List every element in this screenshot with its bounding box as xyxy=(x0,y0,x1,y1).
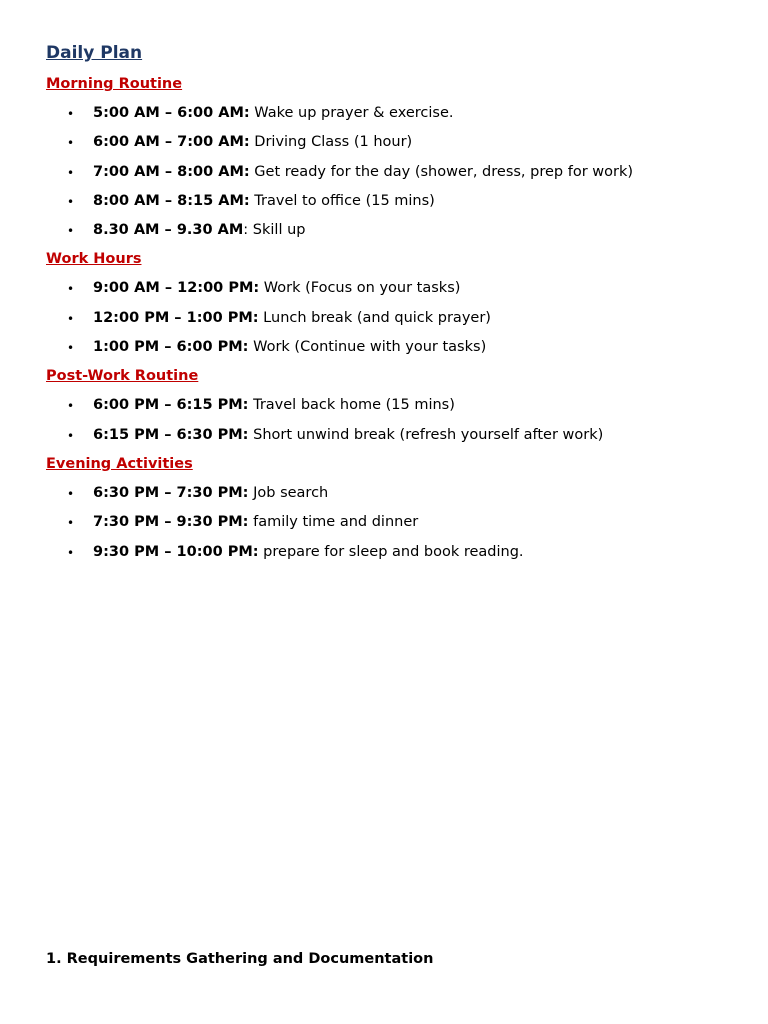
schedule-item xyxy=(46,509,746,538)
section-heading: Morning Routine xyxy=(46,76,183,92)
bullet-icon: • xyxy=(67,194,75,209)
time-range: 9:30 PM – 10:00 PM: xyxy=(93,543,259,560)
section-post-work-routine xyxy=(46,363,746,451)
bullet-icon: • xyxy=(67,399,75,414)
bullet-icon: • xyxy=(67,165,75,180)
schedule-item xyxy=(46,217,746,246)
section-morning-routine xyxy=(46,71,746,246)
schedule-item xyxy=(46,275,746,304)
time-range: 7:00 AM – 8:00 AM: xyxy=(93,163,250,180)
bullet-icon: • xyxy=(67,516,75,531)
schedule-item xyxy=(46,188,746,217)
bullet-icon: • xyxy=(67,428,75,443)
activity-text: Lunch break (and quick prayer) xyxy=(258,309,491,326)
time-range: 1:00 PM – 6:00 PM: xyxy=(93,339,249,356)
time-range: 7:30 PM – 9:30 PM: xyxy=(93,514,249,531)
bullet-icon: • xyxy=(67,282,75,297)
time-range: 6:00 PM – 6:15 PM: xyxy=(93,397,249,414)
schedule-item xyxy=(46,305,746,334)
schedule-item xyxy=(46,159,746,188)
section-work-hours xyxy=(46,246,746,363)
activity-text: Driving Class (1 hour) xyxy=(249,134,413,151)
time-range: 5:00 AM – 6:00 AM: xyxy=(93,105,250,121)
schedule-list xyxy=(46,100,746,246)
activity-text: Get ready for the day (shower, dress, prep for work) xyxy=(249,163,634,180)
activity-text: prepare for sleep and book reading. xyxy=(258,543,524,560)
bullet-icon: • xyxy=(67,224,75,239)
section-heading: Evening Activities xyxy=(46,455,193,472)
section-evening-activities xyxy=(46,451,746,568)
time-range: 8.30 AM – 9.30 AM xyxy=(93,222,244,239)
schedule-item xyxy=(46,539,746,568)
activity-text: Travel back home (15 mins) xyxy=(248,397,455,414)
time-range: 6:00 AM – 7:00 AM: xyxy=(93,134,250,151)
page-title: Daily Plan xyxy=(46,43,143,63)
schedule-item xyxy=(46,480,746,509)
bullet-icon: • xyxy=(67,545,75,560)
bullet-icon: • xyxy=(67,311,75,326)
schedule-list xyxy=(46,275,746,363)
activity-text: Short unwind break (refresh yourself after work) xyxy=(248,426,604,443)
time-range: 9:00 AM – 12:00 PM: xyxy=(93,280,260,297)
schedule-list xyxy=(46,480,746,568)
bullet-icon: • xyxy=(67,107,75,121)
section-heading: Post-Work Routine xyxy=(46,368,199,385)
time-range: 8:00 AM – 8:15 AM: xyxy=(93,192,250,209)
section-heading: Work Hours xyxy=(46,251,142,268)
activity-text: Work (Continue with your tasks) xyxy=(248,339,487,356)
activity-text: Travel to office (15 mins) xyxy=(249,192,435,209)
time-range: 6:15 PM – 6:30 PM: xyxy=(93,426,249,443)
time-range: 12:00 PM – 1:00 PM: xyxy=(93,309,259,326)
schedule-item xyxy=(46,100,746,129)
bullet-icon: • xyxy=(67,136,75,151)
schedule-list xyxy=(46,392,746,451)
activity-text: : Skill up xyxy=(243,222,306,239)
time-range: 6:30 PM – 7:30 PM: xyxy=(93,484,249,501)
activity-text: family time and dinner xyxy=(248,514,419,531)
schedule-item xyxy=(46,129,746,158)
bullet-icon: • xyxy=(67,486,75,501)
activity-text: Job search xyxy=(248,484,329,501)
footer-heading: 1. Requirements Gathering and Documentation xyxy=(46,951,434,967)
bullet-icon: • xyxy=(67,341,75,356)
schedule-item xyxy=(46,422,746,451)
plan-content xyxy=(46,71,746,568)
schedule-item xyxy=(46,334,746,363)
activity-text: Work (Focus on your tasks) xyxy=(259,280,461,297)
schedule-item xyxy=(46,392,746,421)
activity-text: Wake up prayer & exercise. xyxy=(249,105,454,121)
